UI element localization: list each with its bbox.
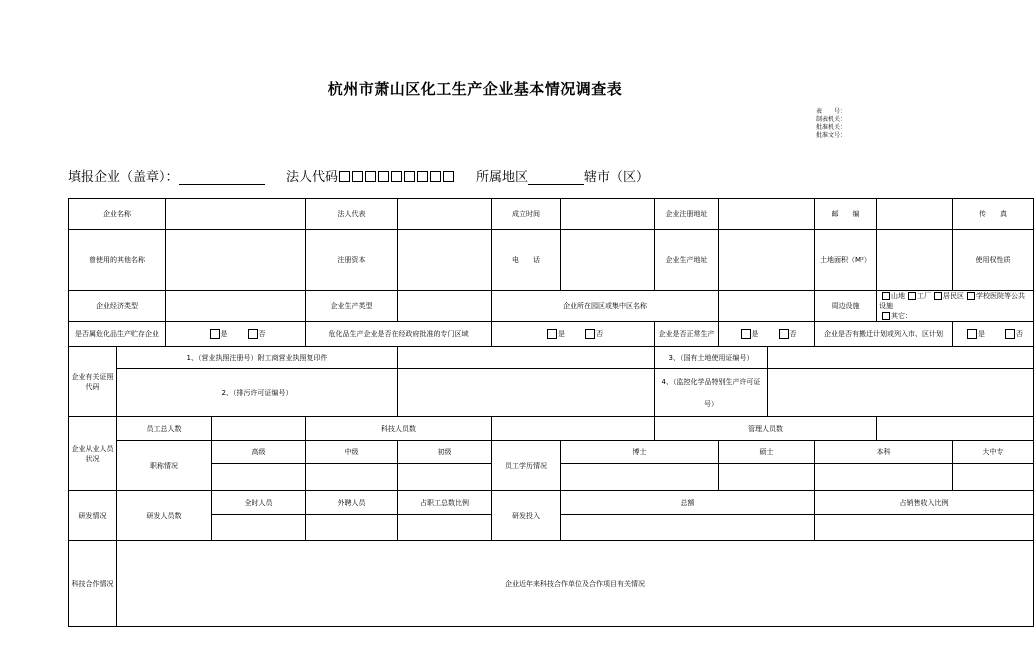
hazard-storage-options bbox=[166, 322, 306, 347]
normal-prod-options bbox=[719, 322, 815, 347]
cert-item-1: 1、（营业执照注册号）附工商营业执照复印件 bbox=[117, 347, 398, 369]
school-checkbox[interactable] bbox=[967, 292, 975, 300]
company-name-label: 企业名称 bbox=[69, 199, 166, 230]
senior-value[interactable] bbox=[212, 464, 306, 491]
bachelor-value[interactable] bbox=[815, 464, 953, 491]
prod-no-checkbox[interactable] bbox=[779, 329, 789, 339]
relocation-label: 企业是否有搬迁计划或列入市、区计划 bbox=[815, 322, 953, 347]
phone-label: 电 话 bbox=[492, 230, 561, 291]
rd-invest-label: 研发投入 bbox=[492, 491, 561, 541]
phd-label: 博士 bbox=[561, 441, 719, 464]
relocate-no-label: 否 bbox=[1016, 330, 1023, 338]
survey-table bbox=[68, 198, 1034, 627]
relocate-no-checkbox[interactable] bbox=[1005, 329, 1015, 339]
sales-ratio-label: 占销售收入比例 bbox=[815, 491, 1034, 515]
region-field bbox=[476, 166, 649, 185]
other-label: 其它： bbox=[891, 312, 912, 320]
cert-value-3[interactable] bbox=[768, 347, 1034, 369]
ratio-label: 占职工总数比例 bbox=[398, 491, 492, 515]
company-label: 填报企业（盖章）： bbox=[68, 170, 179, 185]
total-staff-label: 员工总人数 bbox=[117, 417, 212, 441]
rd-label: 研发情况 bbox=[69, 491, 117, 541]
prod-type-label: 企业生产类型 bbox=[306, 291, 398, 322]
city-label: 辖市（区） bbox=[584, 170, 650, 185]
phone-value[interactable] bbox=[561, 230, 655, 291]
usage-right-label: 使用权性质 bbox=[953, 230, 1034, 291]
postcode-value[interactable] bbox=[877, 199, 953, 230]
fulltime-value[interactable] bbox=[212, 515, 306, 541]
form-title: 杭州市萧山区化工生产企业基本情况调查表 bbox=[327, 80, 623, 98]
econ-type-label: 企业经济类型 bbox=[69, 291, 166, 322]
relocation-options bbox=[953, 322, 1034, 347]
residential-label: 居民区 bbox=[943, 292, 964, 300]
region-label: 所属地区 bbox=[476, 170, 529, 185]
mountain-label: 山地 bbox=[891, 292, 905, 300]
meta-approver: 批准机关： bbox=[816, 124, 847, 131]
prod-address-label: 企业生产地址 bbox=[655, 230, 719, 291]
cert-item-2: 2、（排污许可证编号） bbox=[117, 369, 398, 417]
prod-type-value[interactable] bbox=[398, 291, 492, 322]
cert-value-4[interactable] bbox=[768, 369, 1034, 417]
prod-address-value[interactable] bbox=[719, 230, 815, 291]
coop-label: 科技合作情况 bbox=[69, 541, 117, 627]
rd-total-value[interactable] bbox=[561, 515, 815, 541]
coop-content[interactable]: 企业近年来科技合作单位及合作项目有关情况 bbox=[117, 541, 1034, 627]
master-label: 硕士 bbox=[719, 441, 815, 464]
legal-code-field bbox=[286, 166, 455, 185]
fax-label: 传 真 bbox=[953, 199, 1034, 230]
rd-staff-label: 研发人员数 bbox=[117, 491, 212, 541]
special-zone-options bbox=[492, 322, 655, 347]
region-blank[interactable] bbox=[528, 171, 584, 185]
reg-capital-value[interactable] bbox=[398, 230, 492, 291]
reg-address-value[interactable] bbox=[719, 199, 815, 230]
cert-item-4-line1: 4、（监控化学品特别生产许可证 bbox=[661, 377, 761, 386]
ratio-value[interactable] bbox=[398, 515, 492, 541]
park-name-value[interactable] bbox=[719, 291, 815, 322]
tech-staff-label: 科技人员数 bbox=[306, 417, 492, 441]
staff-label: 企业从业人员状况 bbox=[69, 417, 117, 491]
title-status-label: 职称情况 bbox=[117, 441, 212, 491]
cert-item-4 bbox=[655, 369, 768, 417]
fulltime-label: 全时人员 bbox=[212, 491, 306, 515]
other-checkbox[interactable] bbox=[882, 312, 890, 320]
hazard-yes-checkbox[interactable] bbox=[210, 329, 220, 339]
meta-approval-no: 批准文号： bbox=[816, 132, 847, 139]
land-area-value[interactable] bbox=[877, 230, 953, 291]
zone-no-label: 否 bbox=[596, 330, 603, 338]
special-zone-label: 危化品生产企业是否在经政府批准的专门区域 bbox=[306, 322, 492, 347]
zone-no-checkbox[interactable] bbox=[585, 329, 595, 339]
legal-rep-label: 法人代表 bbox=[306, 199, 398, 230]
company-name-value[interactable] bbox=[166, 199, 306, 230]
tech-staff-value[interactable] bbox=[492, 417, 655, 441]
hazard-storage-label: 是否属危化品生产贮存企业 bbox=[69, 322, 166, 347]
cert-value-2[interactable] bbox=[398, 369, 655, 417]
surroundings-options bbox=[877, 291, 1034, 322]
former-name-label: 曾使用的其他名称 bbox=[69, 230, 166, 291]
middle-value[interactable] bbox=[306, 464, 398, 491]
prod-no-label: 否 bbox=[789, 330, 797, 338]
rd-total-label: 总额 bbox=[561, 491, 815, 515]
econ-type-value[interactable] bbox=[166, 291, 306, 322]
factory-label: 工厂 bbox=[917, 292, 931, 300]
meta-form-no: 表 号： bbox=[816, 108, 847, 115]
total-staff-value[interactable] bbox=[212, 417, 306, 441]
master-value[interactable] bbox=[719, 464, 815, 491]
middle-label: 中级 bbox=[306, 441, 398, 464]
meta-issuer: 制表机关： bbox=[816, 116, 847, 123]
external-value[interactable] bbox=[306, 515, 398, 541]
prod-yes-label: 是 bbox=[751, 330, 759, 338]
sales-ratio-value[interactable] bbox=[815, 515, 1034, 541]
hazard-yes-label: 是 bbox=[220, 330, 228, 338]
junior-value[interactable] bbox=[398, 464, 492, 491]
founded-label: 成立时间 bbox=[492, 199, 561, 230]
park-name-label: 企业所在园区或集中区名称 bbox=[492, 291, 719, 322]
school-label: 学校医院等公共设施 bbox=[879, 292, 1025, 310]
edu-label: 员工学历情况 bbox=[492, 441, 561, 491]
phd-value[interactable] bbox=[561, 464, 719, 491]
zone-yes-checkbox[interactable] bbox=[547, 329, 557, 339]
mgmt-staff-value[interactable] bbox=[877, 417, 1034, 441]
company-field bbox=[68, 166, 265, 185]
legal-code-boxes[interactable] bbox=[338, 170, 455, 185]
senior-label: 高级 bbox=[212, 441, 306, 464]
hazard-no-checkbox[interactable] bbox=[248, 329, 258, 339]
cert-item-3: 3、（国有土地使用证编号） bbox=[655, 347, 768, 369]
cert-label: 企业有关证照代码 bbox=[69, 347, 117, 417]
land-area-label: 土地面积（M²） bbox=[815, 230, 877, 291]
relocate-yes-label: 是 bbox=[978, 330, 985, 338]
founded-value[interactable] bbox=[561, 199, 655, 230]
cert-value-1[interactable] bbox=[398, 347, 655, 369]
normal-prod-label: 企业是否正常生产 bbox=[655, 322, 719, 347]
factory-checkbox[interactable] bbox=[908, 292, 916, 300]
legal-rep-value[interactable] bbox=[398, 199, 492, 230]
zone-yes-label: 是 bbox=[558, 330, 565, 338]
external-label: 外聘人员 bbox=[306, 491, 398, 515]
mgmt-staff-label: 管理人员数 bbox=[655, 417, 877, 441]
prod-yes-checkbox[interactable] bbox=[741, 329, 751, 339]
relocate-yes-checkbox[interactable] bbox=[967, 329, 977, 339]
junior-label: 初级 bbox=[398, 441, 492, 464]
mountain-checkbox[interactable] bbox=[882, 292, 890, 300]
reg-capital-label: 注册资本 bbox=[306, 230, 398, 291]
residential-checkbox[interactable] bbox=[934, 292, 942, 300]
surroundings-label: 周边设施 bbox=[815, 291, 877, 322]
bachelor-label: 本科 bbox=[815, 441, 953, 464]
legal-code-label: 法人代码 bbox=[286, 170, 339, 185]
cert-item-4-line2: 号） bbox=[704, 399, 718, 408]
reg-address-label: 企业注册地址 bbox=[655, 199, 719, 230]
college-label: 大中专 bbox=[953, 441, 1034, 464]
postcode-label: 邮 编 bbox=[815, 199, 877, 230]
company-blank[interactable] bbox=[179, 171, 265, 185]
college-value[interactable] bbox=[953, 464, 1034, 491]
hazard-no-label: 否 bbox=[258, 330, 266, 338]
former-name-value[interactable] bbox=[166, 230, 306, 291]
